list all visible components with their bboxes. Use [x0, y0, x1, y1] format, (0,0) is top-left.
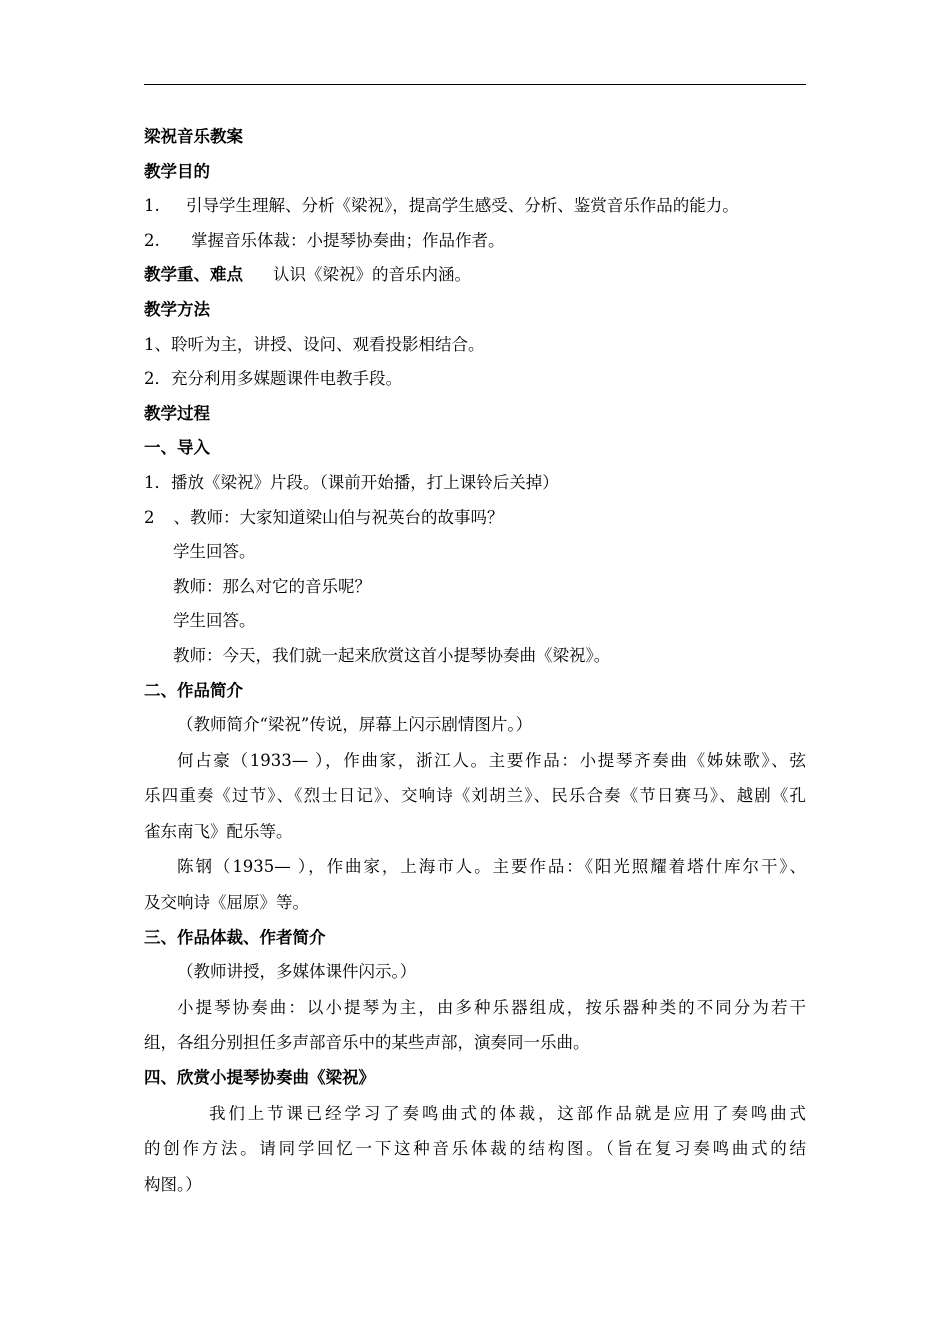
- intro-item-2-number: 2: [144, 507, 155, 527]
- he-zhanhao-line-3: 雀东南飞》配乐等。: [144, 821, 293, 841]
- dialog-line-3: 学生回答。: [173, 611, 256, 631]
- he-zhanhao-line-2: 乐四重奏《过节》、《烈士日记》、交响诗《刘胡兰》、民乐合奏《节日赛马》、越剧《孔: [144, 786, 806, 806]
- objective-item-2: [144, 224, 806, 259]
- method-item-1: 1、聆听为主，讲授、设问、观看投影相结合。: [144, 334, 485, 354]
- dialog-line-2: 教师：那么对它的音乐呢？: [173, 576, 371, 596]
- intro-item-2: [144, 501, 806, 536]
- dialog-line-4: 教师：今天，我们就一起来欣赏这首小提琴协奏曲《梁祝》。: [173, 645, 611, 665]
- objective-item-2-text: 掌握音乐体裁：小提琴协奏曲；作品作者。: [191, 230, 505, 250]
- work-intro-heading: 二、作品简介: [144, 680, 243, 700]
- objective-item-2-number: 2.: [144, 230, 160, 250]
- objectives-heading: 教学目的: [144, 161, 210, 181]
- key-points-heading: 教学重、难点: [144, 265, 243, 285]
- appreciation-line-3: 构图。）: [144, 1174, 202, 1194]
- document-title: 梁祝音乐教案: [144, 127, 243, 146]
- header-rule: [144, 84, 806, 85]
- he-zhanhao-line-1: 何占豪（1933— ），作曲家，浙江人。主要作品：小提琴齐奏曲《姊妹歌》、弦: [177, 750, 806, 770]
- appreciation-heading: 四、欣赏小提琴协奏曲《梁祝》: [144, 1068, 375, 1088]
- genre-note: （教师讲授，多媒体课件闪示。）: [177, 962, 417, 982]
- objective-item-1: [144, 189, 806, 224]
- objective-item-1-number: 1.: [144, 196, 160, 216]
- key-points-line: [144, 258, 806, 293]
- intro-item-2-text: 、教师：大家知道梁山伯与祝英台的故事吗？: [173, 507, 504, 527]
- appreciation-line-2: 的创作方法。请同学回忆一下这种音乐体裁的结构图。（旨在复习奏鸣曲式的结: [144, 1139, 806, 1159]
- dialog-line-1: 学生回答。: [173, 542, 256, 562]
- document-body: [144, 120, 806, 1202]
- method-item-2: 2．充分利用多媒题课件电教手段。: [144, 369, 402, 389]
- work-intro-note: （教师简介“梁祝”传说，屏幕上闪示剧情图片。）: [177, 715, 533, 735]
- intro-heading: 一、导入: [144, 438, 210, 458]
- key-points-text: 认识《梁祝》的音乐内涵。: [273, 265, 471, 285]
- chen-gang-line-1: 陈钢（1935— ），作曲家，上海市人。主要作品：《阳光照耀着塔什库尔干》、: [177, 857, 806, 877]
- genre-line-2: 组，各组分别担任多声部音乐中的某些声部，演奏同一乐曲。: [144, 1033, 590, 1053]
- methods-heading: 教学方法: [144, 299, 210, 319]
- genre-heading: 三、作品体裁、作者简介: [144, 927, 326, 947]
- process-heading: 教学过程: [144, 403, 210, 423]
- appreciation-line-1: 我们上节课已经学习了奏鸣曲式的体裁，这部作品就是应用了奏鸣曲式: [209, 1103, 806, 1123]
- chen-gang-line-2: 及交响诗《屈原》等。: [144, 893, 309, 913]
- objective-item-1-text: 引导学生理解、分析《梁祝》，提高学生感受、分析、鉴赏音乐作品的能力。: [186, 196, 739, 216]
- genre-line-1: 小提琴协奏曲：以小提琴为主，由多种乐器组成，按乐器种类的不同分为若干: [177, 997, 806, 1017]
- intro-item-1: 1．播放《梁祝》片段。（课前开始播，打上课铃后关掉）: [144, 472, 559, 492]
